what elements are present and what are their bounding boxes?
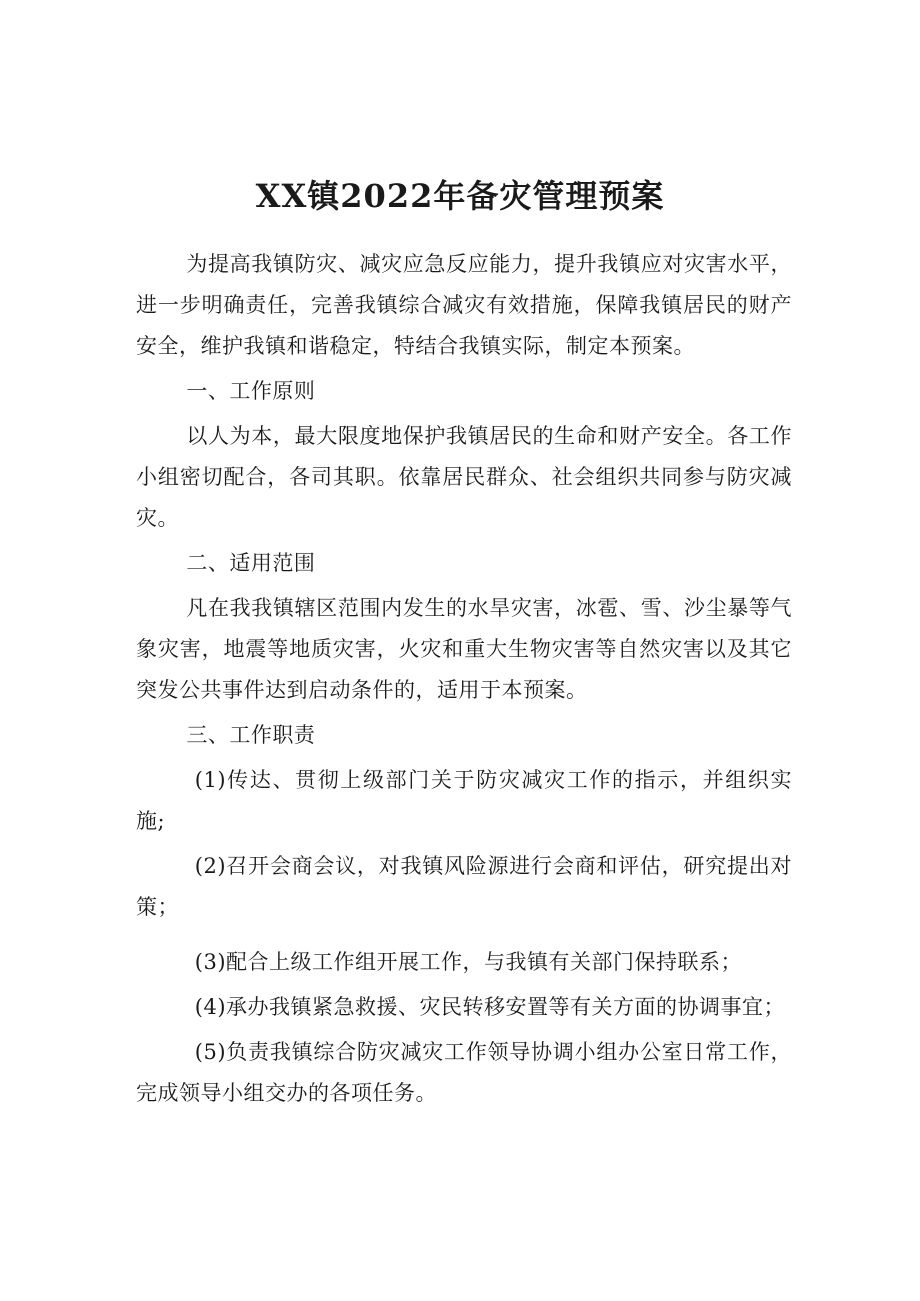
duty-item-3: (3)配合上级工作组开展工作，与我镇有关部门保持联系； — [194, 950, 743, 974]
duty-item-4: (4)承办我镇紧急救援、灾民转移安置等有关方面的协调事宜； — [194, 995, 786, 1019]
section-text-scope: 凡在我我镇辖区范围内发生的水旱灾害，冰雹、雪、沙尘暴等气象灾害，地震等地质灾害，火灾和重大生物灾害等自然灾害以及其它突发公共事件达到启动条件的，适用于本预案。 — [136, 596, 792, 702]
section-heading-duties: 三、工作职责 — [186, 723, 316, 747]
duty-item-1: (1)传达、贯彻上级部门关于防灾减灾工作的指示，并组织实施; — [136, 768, 792, 833]
duty-item-2: (2)召开会商会议，对我镇风险源进行会商和评估，研究提出对策； — [136, 854, 792, 919]
section-heading-scope: 二、适用范围 — [186, 551, 316, 575]
duty-item-5: (5)负责我镇综合防灾减灾工作领导协调小组办公室日常工作，完成领导小组交办的各项任务。 — [136, 1040, 792, 1105]
document-title: XX镇2022年备灾管理预案 — [255, 177, 665, 215]
section-text-principles: 以人为本，最大限度地保护我镇居民的生命和财产安全。各工作小组密切配合，各司其职。依靠居民群众、社会组织共同参与防灾减灾。 — [136, 424, 792, 530]
section-heading-principles: 一、工作原则 — [186, 379, 316, 403]
document-body — [136, 244, 792, 1114]
intro-paragraph: 为提高我镇防灾、减灾应急反应能力，提升我镇应对灾害水平，进一步明确责任，完善我镇综合减灾有效措施，保障我镇居民的财产安全，维护我镇和谐稳定，特结合我镇实际，制定本预案。 — [136, 252, 792, 358]
